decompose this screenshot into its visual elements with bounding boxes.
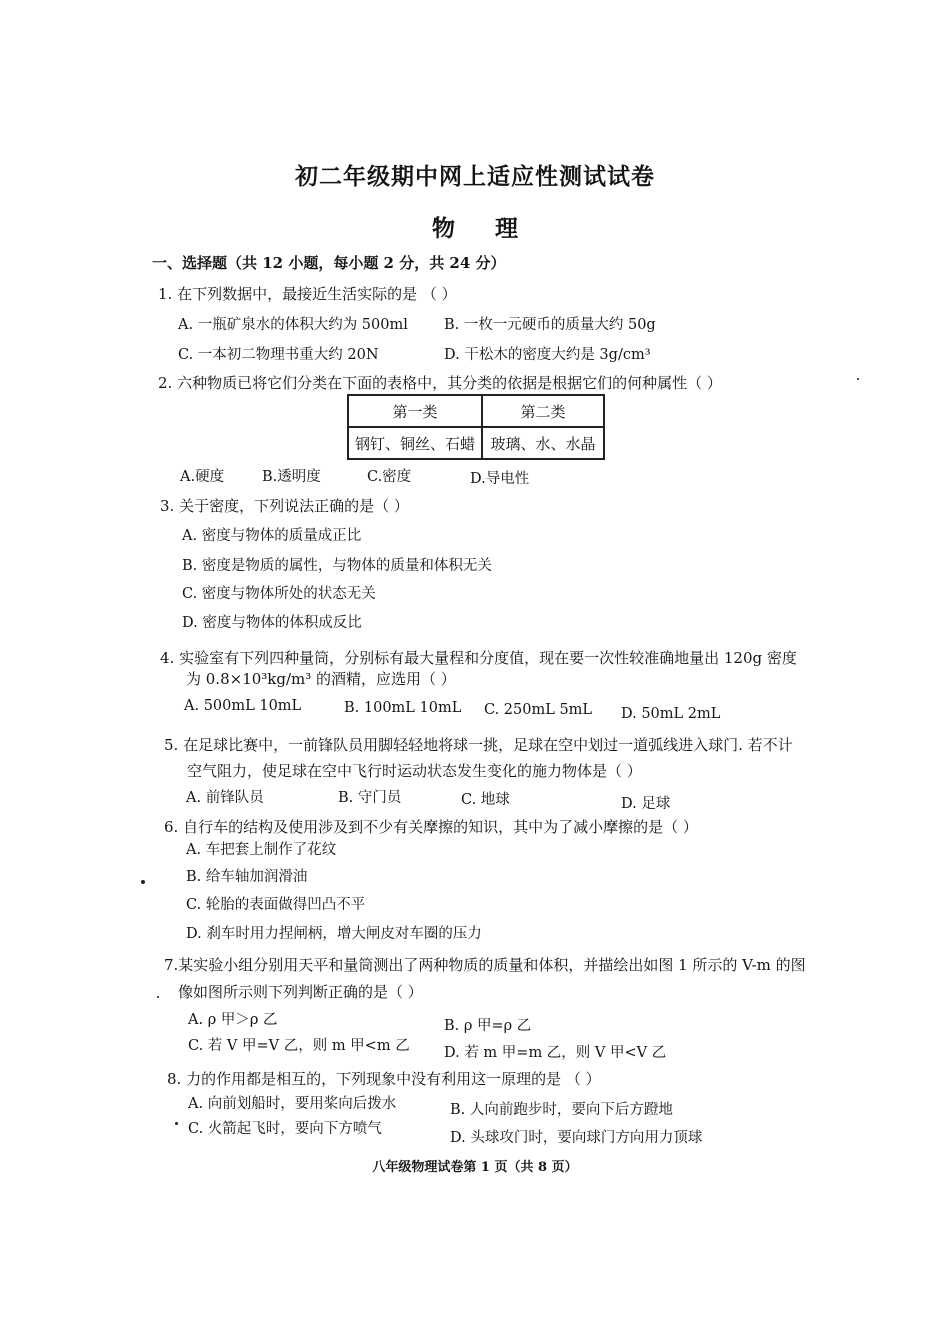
question-2-option-c: C.密度	[367, 469, 412, 485]
question-5-option-b: B. 守门员	[338, 790, 402, 806]
question-7-stem-continued: 像如图所示则下列判断正确的是（ ）	[178, 983, 423, 1001]
question-8-stem: 8. 力的作用都是相互的，下列现象中没有利用这一原理的是 （ ）	[167, 1070, 601, 1088]
question-7-option-c: C. 若 V 甲=V 乙，则 m 甲<m 乙	[188, 1038, 410, 1054]
question-7-option-b: B. ρ 甲=ρ 乙	[444, 1018, 532, 1034]
question-2-stem: 2. 六种物质已将它们分类在下面的表格中，其分类的依据是根据它们的何种属性（ ）	[158, 374, 722, 392]
question-8-option-b: B. 人向前跑步时，要向下后方蹬地	[450, 1102, 673, 1118]
classification-table	[347, 394, 605, 460]
scan-speck	[857, 378, 859, 380]
question-6-option-b: B. 给车轴加润滑油	[186, 869, 308, 885]
question-1-option-b: B. 一枚一元硬币的质量大约 50g	[444, 317, 656, 333]
question-3-option-b: B. 密度是物质的属性，与物体的质量和体积无关	[182, 558, 492, 574]
question-8-option-d: D. 头球攻门时，要向球门方向用力顶球	[450, 1130, 703, 1146]
question-2-option-a: A.硬度	[180, 469, 225, 485]
question-4-option-d: D. 50mL 2mL	[621, 706, 721, 722]
question-4-option-b: B. 100mL 10mL	[344, 700, 462, 716]
question-1-option-a: A. 一瓶矿泉水的体积大约为 500ml	[178, 317, 408, 333]
question-6-option-c: C. 轮胎的表面做得凹凸不平	[186, 897, 366, 913]
table-header-cell: 第二类	[482, 395, 604, 427]
question-4-option-c: C. 250mL 5mL	[484, 702, 593, 718]
question-6-option-d: D. 刹车时用力捏闸柄，增大闸皮对车圈的压力	[186, 926, 482, 942]
table-cell: 玻璃、水、水晶	[482, 427, 604, 459]
table-header-row	[348, 395, 604, 427]
question-1-option-c: C. 一本初二物理书重大约 20N	[178, 347, 379, 363]
question-5-stem-continued: 空气阻力，使足球在空中飞行时运动状态发生变化的施力物体是（ ）	[187, 762, 642, 780]
question-7-option-d: D. 若 m 甲=m 乙，则 V 甲<V 乙	[444, 1045, 667, 1061]
question-8-option-a: A. 向前划船时，要用桨向后拨水	[188, 1096, 397, 1112]
question-3-option-d: D. 密度与物体的体积成反比	[182, 615, 362, 631]
question-3-option-c: C. 密度与物体所处的状态无关	[182, 586, 376, 602]
scan-speck	[141, 880, 145, 884]
question-5-option-c: C. 地球	[461, 792, 510, 808]
question-2-option-b: B.透明度	[262, 469, 321, 485]
question-5-option-d: D. 足球	[621, 796, 671, 812]
question-4-stem-continued: 为 0.8×10³kg/m³ 的酒精，应选用（ ）	[186, 670, 456, 688]
table-row	[348, 427, 604, 459]
question-6-stem: 6. 自行车的结构及使用涉及到不少有关摩擦的知识，其中为了减小摩擦的是（ ）	[164, 818, 698, 836]
section-heading: 一、选择题（共 12 小题，每小题 2 分，共 24 分）	[152, 254, 506, 272]
question-3-stem: 3. 关于密度，下列说法正确的是（ ）	[160, 497, 409, 515]
question-6-option-a: A. 车把套上制作了花纹	[186, 842, 337, 858]
question-7-stem: 7.某实验小组分别用天平和量筒测出了两种物质的质量和体积，并描绘出如图 1 所示的 V-m 的图	[164, 956, 806, 974]
question-1-stem: 1. 在下列数据中，最接近生活实际的是 （ ）	[158, 285, 457, 303]
table-header-cell: 第一类	[348, 395, 482, 427]
question-5-option-a: A. 前锋队员	[186, 790, 264, 806]
question-2-option-d: D.导电性	[470, 471, 530, 487]
question-7-option-a: A. ρ 甲＞ρ 乙	[188, 1012, 278, 1028]
question-1-option-d: D. 干松木的密度大约是 3g/cm³	[444, 347, 651, 363]
question-4-option-a: A. 500mL 10mL	[184, 698, 302, 714]
question-4-stem: 4. 实验室有下列四种量筒，分别标有最大量程和分度值，现在要一次性较准确地量出 120g 密度	[160, 649, 797, 667]
exam-title: 初二年级期中网上适应性测试试卷	[295, 163, 655, 190]
page-footer: 八年级物理试卷第 1 页（共 8 页）	[372, 1160, 578, 1175]
question-5-stem: 5. 在足球比赛中，一前锋队员用脚轻轻地将球一挑，足球在空中划过一道弧线进入球门. 若不计	[164, 736, 793, 754]
exam-subject: 物理	[432, 215, 558, 242]
table-cell: 钢钉、铜丝、石蜡	[348, 427, 482, 459]
scan-speck	[157, 996, 159, 998]
question-8-option-c: C. 火箭起飞时，要向下方喷气	[188, 1121, 382, 1137]
scan-speck	[175, 1122, 178, 1125]
question-3-option-a: A. 密度与物体的质量成正比	[182, 528, 362, 544]
